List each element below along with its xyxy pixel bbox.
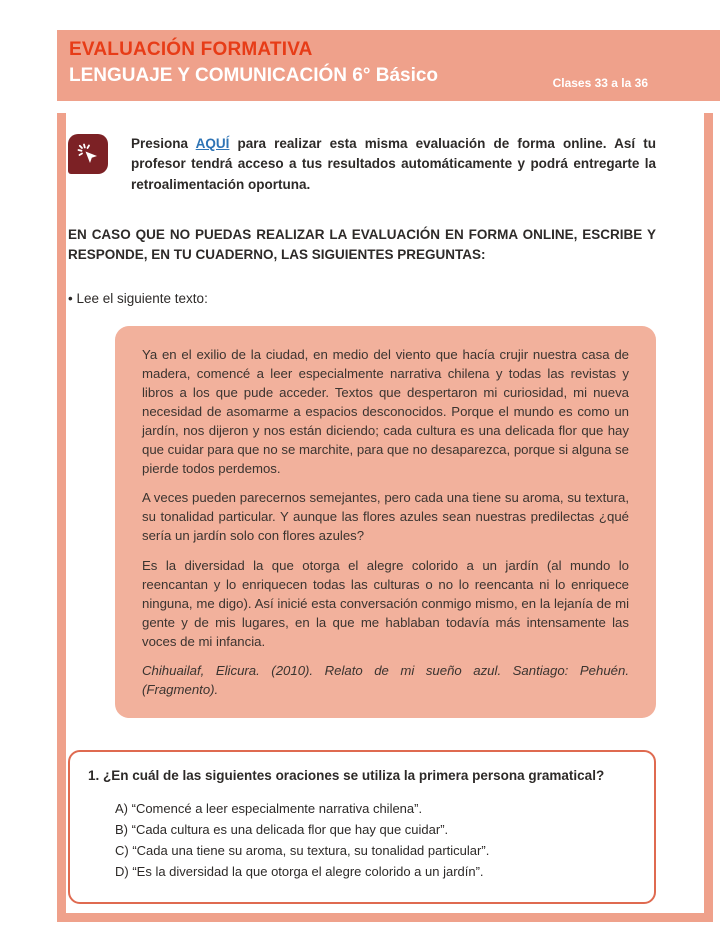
- click-badge: [68, 134, 108, 174]
- online-banner: [68, 134, 656, 195]
- bottom-border-bar: [57, 913, 713, 922]
- right-border-bar: [704, 113, 713, 922]
- page-content: [68, 134, 656, 904]
- header-band: [57, 30, 720, 101]
- passage-citation: Chihuailaf, Elicura. (2010). Relato de mi sueño azul. Santiago: Pehuén. (Fragmento).: [142, 663, 629, 698]
- reading-passage-box: [115, 326, 656, 718]
- option-d: D) “Es la diversidad la que otorga el alegre colorido a un jardín”.: [115, 864, 484, 880]
- page-title: EVALUACIÓN FORMATIVA: [69, 39, 313, 60]
- read-text-bullet: • Lee el siguiente texto:: [68, 291, 208, 307]
- question-1-text: 1. ¿En cuál de las siguientes oraciones se utiliza la primera persona gramatical?: [88, 768, 605, 784]
- online-text-post: para realizar esta misma evaluación de forma online. Así tu profesor tendrá acceso a tus resultados automáticamente y podrá entregarte la retroalimentación oportuna.: [131, 136, 656, 192]
- passage-paragraph-2: A veces pueden parecernos semejantes, pero cada una tiene su aroma, su textura, su tonalidad particular. Y aunque las flores azules sean nuestras predilectas ¿qué sería un jardín solo con flores azules?: [142, 490, 629, 544]
- question-1-options: [88, 798, 636, 882]
- left-border-bar: [57, 113, 66, 922]
- option-a: A) “Comencé a leer especialmente narrativa chilena”.: [115, 801, 423, 817]
- passage-paragraph-1: Ya en el exilio de la ciudad, en medio del viento que hacía crujir nuestra casa de madera, comencé a leer especialmente narrativa chilena y todas las revistas y libros a los que pude acceder. Textos que despertaron mi curiosidad, mi nueva necesidad de asomarme a espacios desconocidos. Porque el mundo es como un jardín, nos dijeron y nos están diciendo; cada cultura es una delicada flor que hay que cuidar para que no se marchite, para que no desaparezca, porque si alguna se pierde todos perdemos.: [142, 347, 629, 476]
- classes-label: Clases 33 a la 36: [552, 76, 648, 90]
- cursor-click-icon: [76, 142, 100, 166]
- page-subtitle: LENGUAJE Y COMUNICACIÓN 6° Básico: [69, 65, 439, 86]
- online-evaluation-link[interactable]: AQUÍ: [195, 136, 230, 151]
- passage-paragraph-3: Es la diversidad la que otorga el alegre colorido a un jardín (al mundo lo reencantan y lo enriquecen todas las culturas o no lo reencanta ni lo enriquece ninguna, me digo). Así inicié esta conversación conmigo mismo, en la lejanía de mi gente y de mis lugares, en la que me hablaban todavía más intensamente las voces de mi infancia.: [142, 558, 629, 649]
- online-text-pre: Presiona: [131, 136, 189, 151]
- offline-instructions: EN CASO QUE NO PUEDAS REALIZAR LA EVALUACIÓN EN FORMA ONLINE, ESCRIBE Y RESPONDE, EN TU CUADERNO, LAS SIGUIENTES PREGUNTAS:: [68, 226, 656, 262]
- question-1-box: [68, 750, 656, 904]
- online-instructions-text: [131, 134, 656, 195]
- option-c: C) “Cada una tiene su aroma, su textura, su tonalidad particular”.: [115, 843, 490, 859]
- option-b: B) “Cada cultura es una delicada flor que hay que cuidar”.: [115, 822, 449, 838]
